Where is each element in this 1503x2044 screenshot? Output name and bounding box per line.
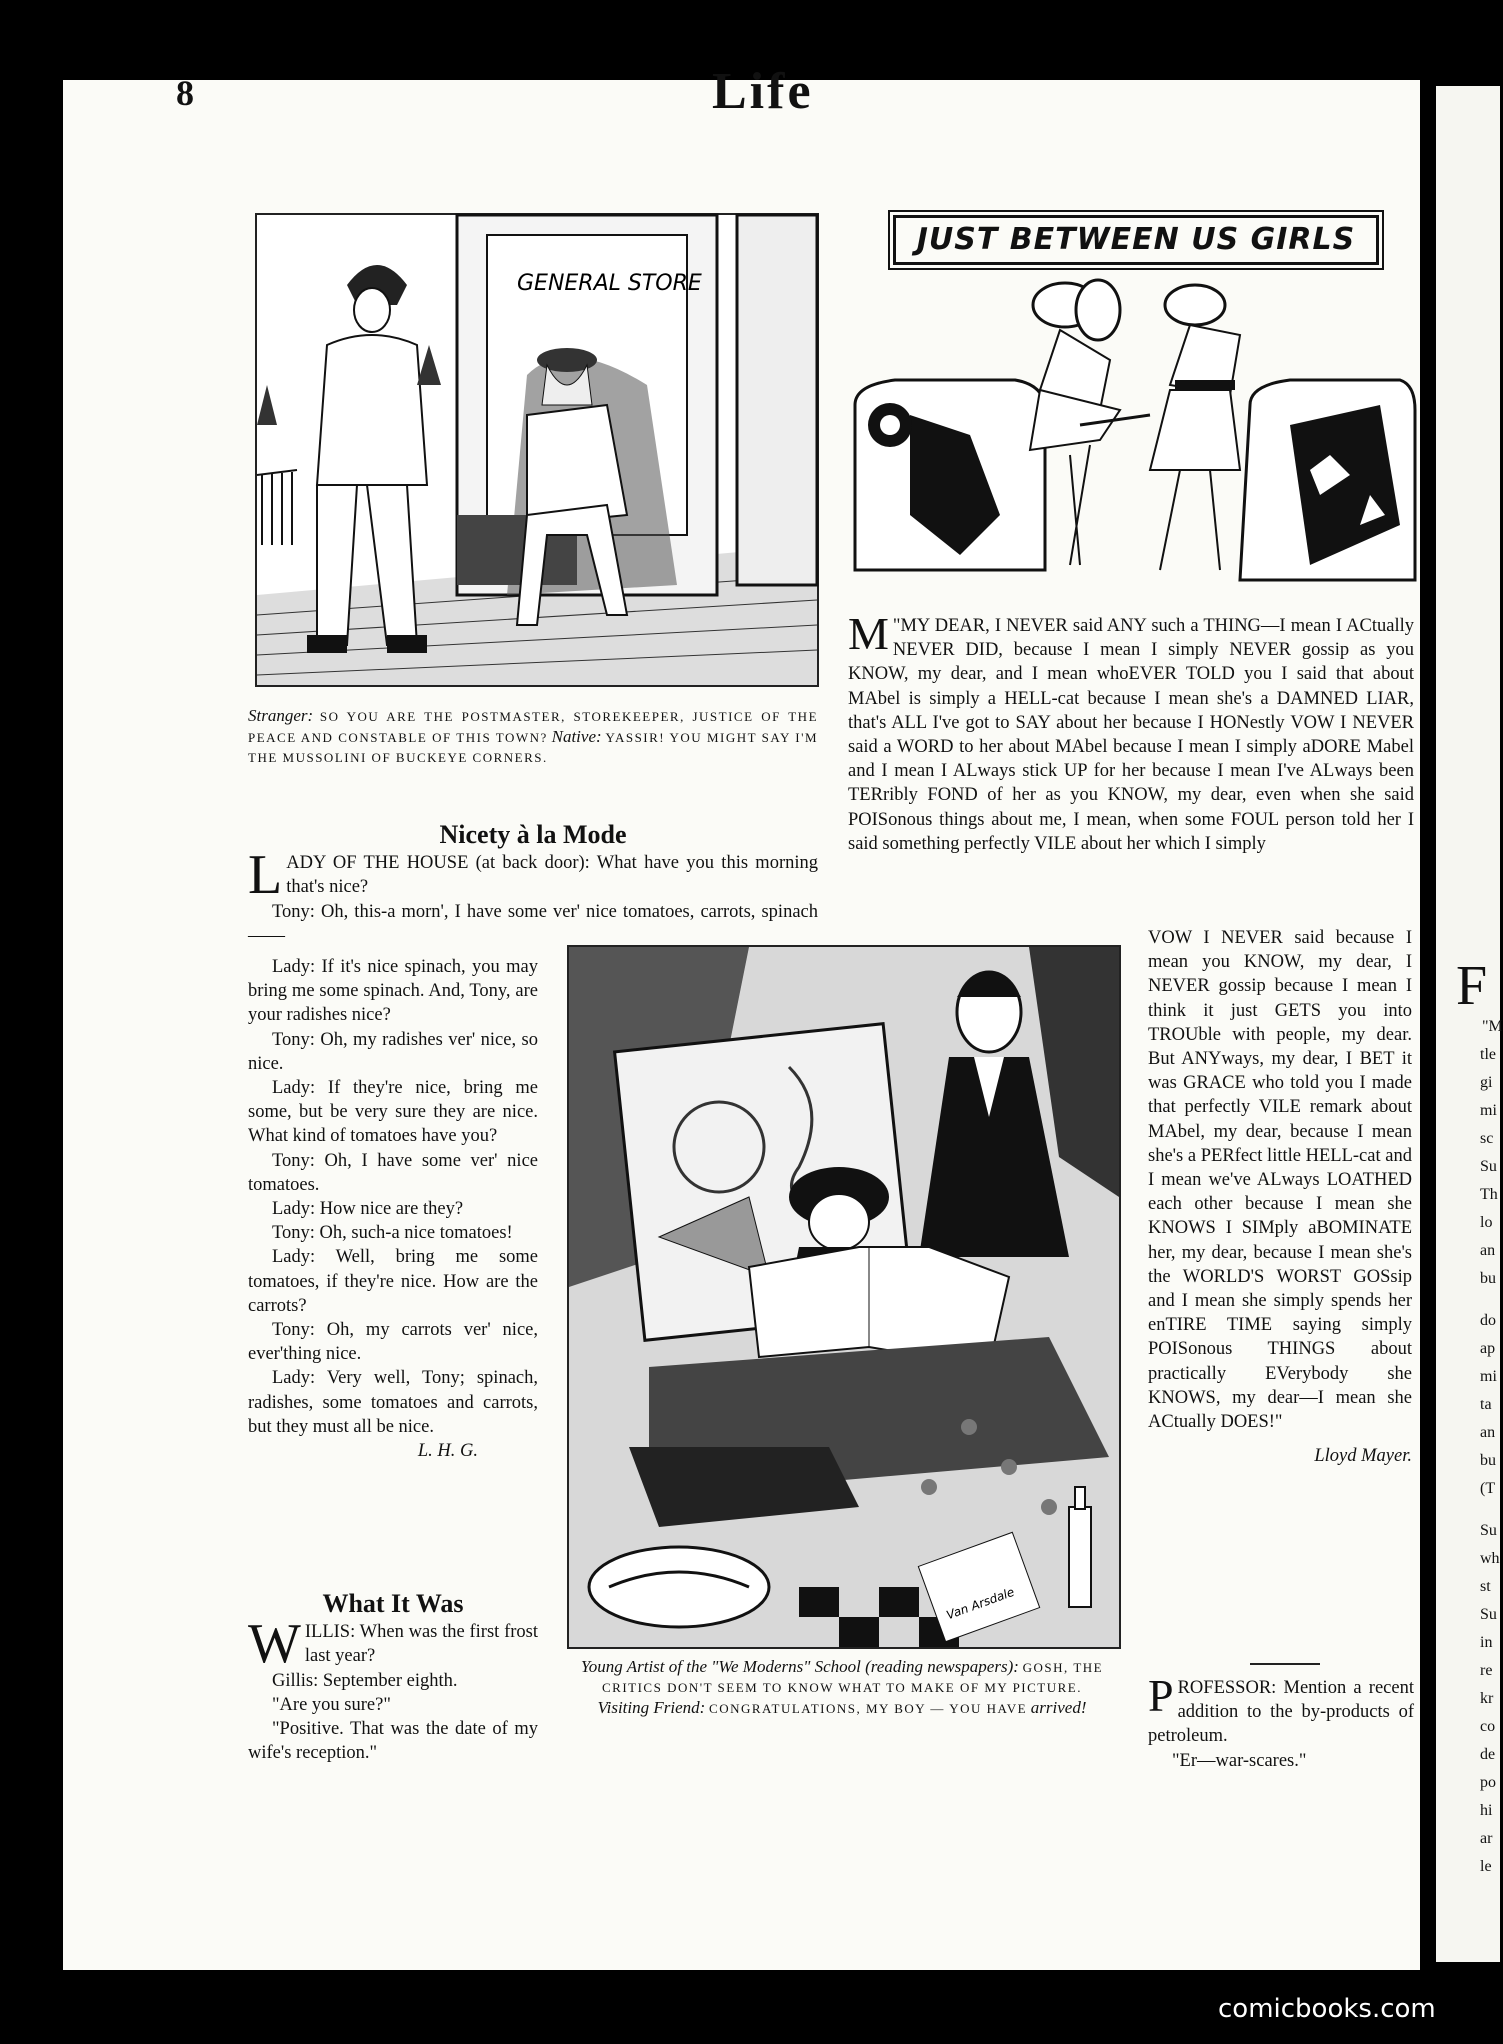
girls-signature: Lloyd Mayer. xyxy=(1314,1446,1412,1467)
professor-answer: "Er—war-scares." xyxy=(1172,1750,1307,1771)
adjacent-page-fragment: (T xyxy=(1480,1480,1496,1497)
adjacent-page-fragment: co xyxy=(1480,1718,1496,1735)
nicety-paragraph: Lady: If they're nice, bring me some, but be very sure they are nice. What kind of tomatoes have you? xyxy=(248,1078,538,1147)
adjacent-page-fragment: "M xyxy=(1482,1018,1503,1035)
adjacent-page-fragment: lo xyxy=(1480,1214,1493,1231)
adjacent-page-fragment: in xyxy=(1480,1634,1493,1651)
caption-arrived: arrived! xyxy=(1030,1698,1087,1717)
illustration-two-girls xyxy=(850,275,1415,585)
cartoon-general-store xyxy=(255,213,819,687)
cartoon-general-store-caption xyxy=(248,706,818,768)
dropcap-professor: P xyxy=(1148,1670,1174,1721)
cartoon-we-moderns xyxy=(567,945,1121,1649)
we-moderns-illustration xyxy=(569,947,1119,1647)
adjacent-page-fragment: ap xyxy=(1480,1340,1496,1357)
article-girls-top xyxy=(848,608,1414,856)
article-nicety-continued xyxy=(248,955,538,1463)
adjacent-page-fragment: po xyxy=(1480,1774,1496,1791)
article-title-nicety: Nicety à la Mode xyxy=(439,820,627,849)
adjacent-page-fragment: le xyxy=(1480,1858,1492,1875)
adjacent-page-glyph: F xyxy=(1456,955,1488,1017)
cartoon-we-moderns-caption xyxy=(567,1657,1117,1719)
store-sign: GENERAL STORE xyxy=(517,271,702,296)
adjacent-page-fragment: st xyxy=(1480,1578,1491,1595)
adjacent-page-fragment: Su xyxy=(1480,1522,1497,1539)
caption-speaker-native: Native: xyxy=(551,727,602,746)
adjacent-page-fragment: ar xyxy=(1480,1830,1493,1847)
nicety-paragraph: Lady: Well, bring me some tomatoes, if they're nice. How are the carrots? xyxy=(248,1247,538,1316)
adjacent-page-fragment: bu xyxy=(1480,1270,1496,1287)
caption-speaker-stranger: Stranger: xyxy=(248,706,314,725)
adjacent-page-fragment: gi xyxy=(1480,1074,1493,1091)
what-it-was-paragraph: "Are you sure?" xyxy=(272,1694,391,1715)
adjacent-page-fragment: an xyxy=(1480,1424,1496,1441)
adjacent-page-fragment: Th xyxy=(1480,1186,1498,1203)
adjacent-page-fragment: do xyxy=(1480,1312,1496,1329)
adjacent-page-fragment: Su xyxy=(1480,1606,1497,1623)
adjacent-page-fragment: re xyxy=(1480,1662,1493,1679)
adjacent-page-fragment: mi xyxy=(1480,1102,1497,1119)
adjacent-page-fragment: mi xyxy=(1480,1368,1497,1385)
adjacent-page-fragment: an xyxy=(1480,1242,1496,1259)
adjacent-page-fragment: de xyxy=(1480,1746,1496,1763)
article-girls-side xyxy=(1148,926,1412,1468)
adjacent-page-fragment: hi xyxy=(1480,1802,1493,1819)
adjacent-page-fragment: sc xyxy=(1480,1130,1494,1147)
caption-line-stranger: SO YOU ARE THE POSTMASTER, STOREKEEPER, JUSTICE OF THE PEACE AND CONSTABLE OF THIS TOWN? xyxy=(248,709,819,745)
nicety-paragraph: ADY OF THE HOUSE (at back door): What have you this morning that's nice? xyxy=(286,853,818,898)
dropcap-what-it-was: W xyxy=(248,1613,301,1676)
nicety-paragraph: Tony: Oh, I have some ver' nice tomatoes. xyxy=(248,1150,538,1195)
dropcap-nicety: L xyxy=(248,844,283,907)
divider-rule xyxy=(1250,1663,1320,1665)
caption-speaker-young-artist: Young Artist of the "We Moderns" School (reading newspapers): xyxy=(580,1657,1019,1676)
nicety-signature: L. H. G. xyxy=(417,1441,478,1462)
what-it-was-paragraph: "Positive. That was the date of my wife's reception." xyxy=(248,1719,538,1764)
what-it-was-paragraph: ILLIS: When was the first frost last year? xyxy=(304,1622,538,1667)
two-girls-drawing xyxy=(850,275,1415,585)
adjacent-page-edge xyxy=(1436,86,1503,1962)
caption-line-visiting-friend: CONGRATULATIONS, MY BOY — YOU HAVE xyxy=(709,1701,1028,1716)
artist-signature: Van Arsdale xyxy=(944,1584,1017,1623)
adjacent-page-fragment: Su xyxy=(1480,1158,1497,1175)
article-what-it-was xyxy=(248,1589,538,1765)
article-title-what-it-was: What It Was xyxy=(322,1589,464,1618)
adjacent-page-fragment: ta xyxy=(1480,1396,1492,1413)
girls-text-top: "MY DEAR, I NEVER said ANY such a THING—I mean I ACtually NEVER DID, because I mean I simply NEVER gossip as you KNOW, my dear, and I mean whoEVER TOLD you I said that about MAbel is simply a HELL-cat because I mean she's a DAMNED LIAR, that's ALL I've got to SAY about her because I HONestly VOW I NEVER said a WORD to her about MAbel because I mean I simply aDORE Mabel and I mean I ALways stick UP for her because I mean I've ALways been TERribly FOND of her as you KNOW, my dear, even when she said POISonous things about me, I mean, when some FOUL person told her I said something perfectly VILE about her which I simply xyxy=(848,616,1414,854)
banner-just-between-us-girls: JUST BETWEEN US GIRLS xyxy=(893,215,1379,265)
professor-question: ROFESSOR: Mention a recent addition to the by-products of petroleum. xyxy=(1148,1678,1414,1747)
nicety-paragraph: Lady: Very well, Tony; spinach, radishes, some tomatoes and carrots, but they must all be nice. xyxy=(248,1368,538,1437)
caption-line-native: YASSIR! YOU MIGHT SAY I'M THE MUSSOLINI OF BUCKEYE CORNERS. xyxy=(248,730,819,765)
nicety-paragraph: Lady: How nice are they? xyxy=(272,1199,464,1220)
nicety-paragraph: Tony: Oh, my carrots ver' nice, ever'thing nice. xyxy=(248,1320,538,1365)
site-watermark: comicbooks.com xyxy=(1218,1994,1436,2024)
page-number: 8 xyxy=(176,73,194,113)
nicety-paragraph: Tony: Oh, such-a nice tomatoes! xyxy=(272,1223,513,1244)
adjacent-page-fragment: bu xyxy=(1480,1452,1496,1469)
adjacent-page-fragment: kr xyxy=(1480,1690,1494,1707)
article-nicety xyxy=(248,820,818,948)
what-it-was-paragraph: Gillis: September eighth. xyxy=(272,1670,458,1691)
masthead: Life xyxy=(712,63,814,120)
caption-line-young-artist: GOSH, THE CRITICS DON'T SEEM TO KNOW WHAT TO MAKE OF MY PICTURE. xyxy=(601,1660,1104,1695)
dropcap-girls: M xyxy=(848,608,889,659)
adjacent-page-fragment: wh xyxy=(1480,1550,1500,1567)
general-store-illustration xyxy=(257,215,817,685)
adjacent-page-fragment: tle xyxy=(1480,1046,1496,1063)
nicety-paragraph: Tony: Oh, my radishes ver' nice, so nice. xyxy=(248,1029,538,1074)
nicety-paragraph: Tony: Oh, this-a morn', I have some ver' nice tomatoes, carrots, spinach—— xyxy=(248,901,818,946)
caption-speaker-visiting-friend: Visiting Friend: xyxy=(597,1698,706,1717)
girls-text-side: VOW I NEVER said because I mean you KNOW, my dear, I NEVER gossip because I mean I think it just GETS you into TROUble with people, my dear. But ANYways, my dear, I BET it was GRACE who told you I made that perfectly VILE remark about MAbel, my dear, because I mean she's a PERfect little HELL-cat and I mean we've ALways LOATHED each other because I mean she KNOWS I SIMply aBOMINATE her, my dear, because I mean she's the WORLD'S WORST GOSsip and I mean she simply spends her enTIRE TIME saying simply POISonous THINGS about practically EVerybody she KNOWS, my dear—I mean she ACtually DOES!" xyxy=(1148,928,1412,1433)
article-professor xyxy=(1148,1670,1414,1773)
nicety-paragraph: Lady: If it's nice spinach, you may bring me some spinach. And, Tony, are your radishes nice? xyxy=(248,957,538,1026)
